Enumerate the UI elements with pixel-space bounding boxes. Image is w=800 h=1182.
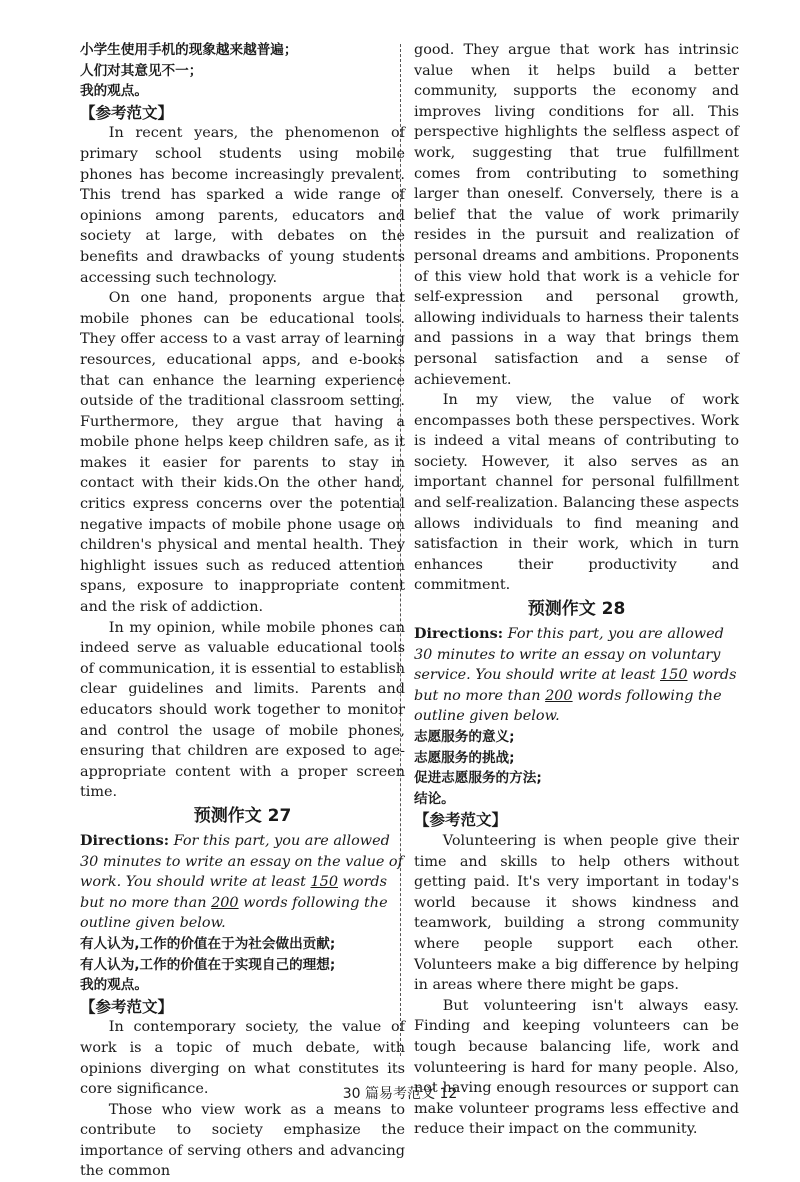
directions-28 xyxy=(414,624,739,727)
essay-paragraph: In recent years, the phenomenon of primary school students using mobile phones has become increasingly prevalent. This trend has sparked a wide range of opinions among parents, educators and society at large, with debates on the benefits and drawbacks of young students accessing such technology. xyxy=(80,125,405,286)
essay-paragraph: In my opinion, while mobile phones can indeed serve as valuable educational tools of communication, it is essential to establish clear guidelines and limits. Parents and educators should work together to monitor and control the usage of mobile phones, ensuring that children are exposed to age-appropriate content with a proper screen time. xyxy=(80,619,405,801)
left-column xyxy=(80,40,405,1182)
directions-text: words but no more than xyxy=(414,667,737,704)
page-footer: 30 篇易考范文 12 xyxy=(342,1086,458,1102)
essay-title-28: 预测作文 28 xyxy=(527,599,626,620)
directions-text: words following the outline given below. xyxy=(80,894,388,932)
essay-paragraph: Those who view work as a means to contribute to society emphasize the importance of serving others and advancing the common xyxy=(80,1101,405,1180)
directions-text: words but no more than xyxy=(80,874,388,911)
essay-paragraph: On one hand, proponents argue that mobile phones can be educational tools. They offer access to a vast array of learning resources, educational apps, and e-books that can enhance the learning experience outside of the traditional classroom setting. Furthermore, they argue that having a mobile phone helps keep children safe, as it makes it easier for parents to stay in contact with their kids.On the other hand, critics express concerns over the potential negative impacts of mobile phone usage on children's physical and mental health. They highlight issues such as reduced attention spans, exposure to inappropriate content and the risk of addiction. xyxy=(80,290,405,616)
essay-title-27: 预测作文 27 xyxy=(193,805,292,826)
directions-text: words following the outline given below. xyxy=(414,687,722,725)
essay-paragraph: In my view, the value of work encompasses both these perspectives. Work is indeed a vital means of contributing to society. However, it also serves as an important channel for personal fulfillment and self-realization. Balancing these aspects allows individuals to find meaning and satisfaction in their work, which in turn enhances their productivity and commitment. xyxy=(414,392,739,594)
essay-paragraph: good. They argue that work has intrinsic value when it helps build a better community, supports the economy and improves living conditions for all. This perspective highlights the selfless aspect of work, suggesting that true fulfillment comes from contributing to something larger than oneself. Conversely, there is a belief that the value of work primarily resides in the pursuit and realization of personal dreams and ambitions. Proponents of this view hold that work is a vehicle for self-expression and personal growth, allowing individuals to harness their talents and passions in a way that brings them personal satisfaction and a sense of achievement. xyxy=(414,42,739,388)
outline-line: 人们对其意见不一； xyxy=(80,62,203,79)
outline-line: 志愿服务的挑战; xyxy=(414,749,515,766)
essay-paragraph: But volunteering isn't always easy. Finding and keeping volunteers can be tough because balancing life, work and volunteering is hard for many people. Also, not having enough resources or support can make volunteer programs less effective and reduce their impact on the community. xyxy=(414,997,739,1138)
outline-line: 有人认为,工作的价值在于为社会做出贡献; xyxy=(80,935,336,952)
right-column xyxy=(414,40,739,1140)
word-max: 200 xyxy=(211,894,239,911)
outline-line: 我的观点。 xyxy=(80,83,148,100)
essay-paragraph: In contemporary society, the value of work is a topic of much debate, with opinions diverging on what constitutes its core significance. xyxy=(80,1019,405,1098)
directions-text: For this part, you are allowed 30 minutes to write an essay on voluntary service. You should write at least xyxy=(414,626,724,684)
outline-line: 有人认为,工作的价值在于实现自己的理想; xyxy=(80,956,336,973)
outline-line: 促进志愿服务的方法; xyxy=(414,770,542,787)
outline-line: 我的观点。 xyxy=(80,977,148,994)
directions-text: For this part, you are allowed 30 minutes to write an essay on the value of work. You should write at least xyxy=(80,832,403,891)
word-max: 200 xyxy=(545,687,573,704)
word-min: 150 xyxy=(310,874,338,891)
outline-line: 志愿服务的意义; xyxy=(414,729,515,745)
directions-label: Directions: xyxy=(414,625,504,643)
outline-line: 结论。 xyxy=(414,790,455,807)
reference-essay-label: 【参考范文】 xyxy=(414,811,508,830)
word-min: 150 xyxy=(660,667,688,684)
outline-line: 小学生使用手机的现象越来越普遍； xyxy=(80,42,298,58)
directions-label: Directions: xyxy=(80,831,170,849)
directions-27 xyxy=(80,831,405,934)
reference-essay-label: 【参考范文】 xyxy=(80,103,174,122)
essay-paragraph: Volunteering is when people give their time and skills to help others without getting paid. It's very important in today's world because it shows kindness and teamwork, building a strong community where people support each other. Volunteers make a big difference by helping in areas where there might be gaps. xyxy=(414,832,739,994)
reference-essay-label: 【参考范文】 xyxy=(80,997,174,1016)
